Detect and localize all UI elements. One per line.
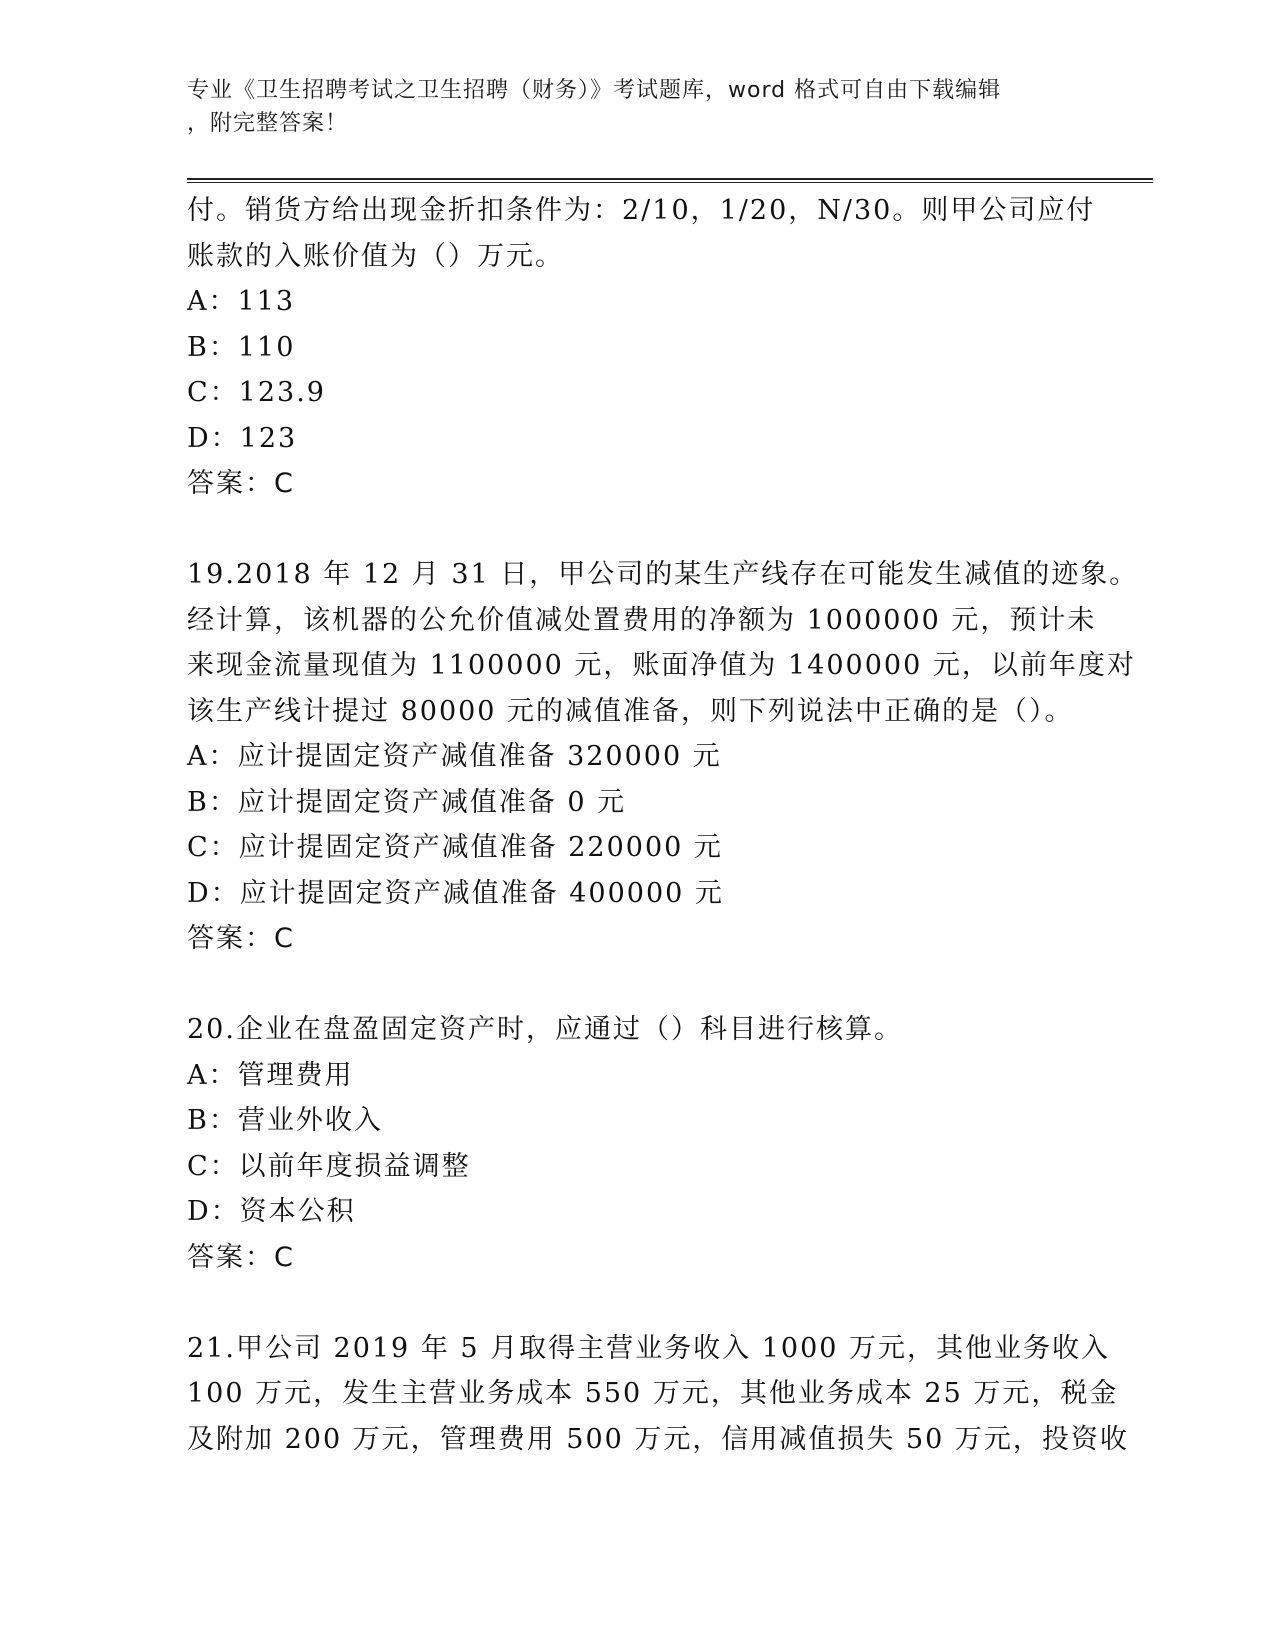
question-text-line: 100 万元，发生主营业务成本 550 万元，其他业务成本 25 万元，税金 — [187, 1378, 1119, 1409]
question-18 — [187, 188, 1096, 507]
option-c: C：123.9 — [187, 377, 326, 408]
answer-line: 答案：C — [187, 923, 295, 954]
header-line-2: ，附完整答案！ — [187, 111, 349, 136]
question-text-line: 账款的入账价值为（）万元。 — [187, 240, 564, 272]
answer-line: 答案：C — [187, 468, 295, 499]
question-text-line: 该生产线计提过 80000 元的减值准备，则下列说法中正确的是（）。 — [187, 695, 1074, 727]
header-line-1: 专业《卫生招聘考试之卫生招聘（财务）》考试题库，word 格式可自由下载编辑 — [187, 78, 1002, 103]
option-b: B：110 — [187, 331, 296, 363]
question-19 — [187, 552, 1139, 962]
option-d: D：应计提固定资产减值准备 400000 元 — [187, 877, 724, 909]
question-text-line: 付。销货方给出现金折扣条件为：2/10，1/20，N/30。则甲公司应付 — [187, 195, 1096, 226]
option-c: C：以前年度损益调整 — [187, 1150, 471, 1182]
question-text-line: 及附加 200 万元，管理费用 500 万元，信用减值损失 50 万元，投资收 — [187, 1423, 1129, 1455]
question-21 — [187, 1326, 1129, 1463]
option-d: D：123 — [187, 422, 298, 454]
question-20 — [187, 1007, 1087, 1280]
question-text-line: 20.企业在盘盈固定资产时，应通过（）科目进行核算。 — [187, 1014, 903, 1045]
option-a: A：管理费用 — [187, 1059, 354, 1091]
page-header — [187, 74, 1067, 140]
option-b: B：应计提固定资产减值准备 0 元 — [187, 786, 627, 818]
spacer — [187, 507, 1087, 553]
question-text-line: 来现金流量现值为 1100000 元，账面净值为 1400000 元，以前年度对 — [187, 650, 1136, 681]
option-b: B：营业外收入 — [187, 1105, 383, 1136]
spacer — [187, 1280, 1087, 1326]
question-list — [187, 188, 1139, 1462]
spacer — [187, 962, 1087, 1008]
option-d: D：资本公积 — [187, 1196, 356, 1227]
question-text-line: 21.甲公司 2019 年 5 月取得主营业务收入 1000 万元，其他业务收入 — [187, 1332, 1111, 1364]
header-divider — [187, 178, 1153, 183]
answer-line: 答案：C — [187, 1241, 295, 1273]
option-c: C：应计提固定资产减值准备 220000 元 — [187, 832, 723, 863]
question-text-line: 经计算，该机器的公允价值减处置费用的净额为 1000000 元，预计未 — [187, 604, 1097, 636]
option-a: A：113 — [187, 286, 296, 317]
option-a: A：应计提固定资产减值准备 320000 元 — [187, 741, 722, 772]
question-text-line: 19.2018 年 12 月 31 日，甲公司的某生产线存在可能发生减值的迹象。 — [187, 559, 1139, 590]
